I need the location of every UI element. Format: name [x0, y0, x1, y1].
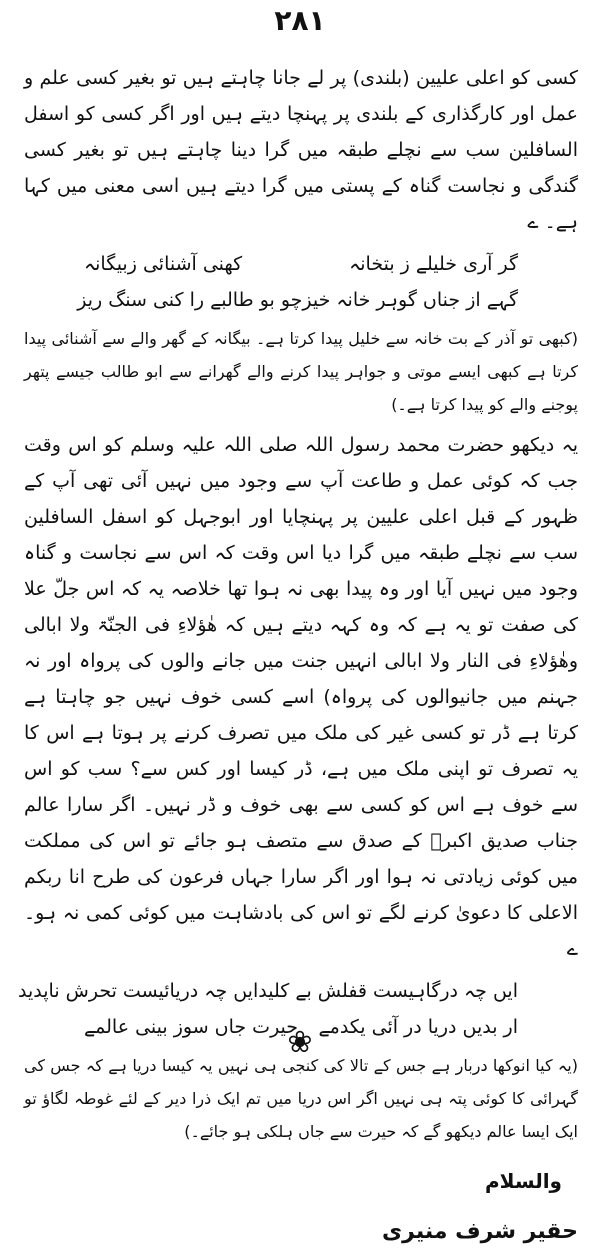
verse-hemistich-right: گر آری خلیلے ز بتخانہ: [349, 253, 518, 275]
verse-hemistich-right: ار بدیں دریا در آئی یکدمے: [318, 1016, 518, 1038]
paragraph-main: یہ دیکھو حضرت محمد رسول اللہ صلی اللہ علیہ وسلم کو اس وقت جب کہ کوئی عمل و طاعت آپ سے وجود میں نہیں آئی تھی آپ کے ظہور کے قبل اعلی علیین پر پہنچایا اور ابوجہل کو اسفل السافلین سب سے نچلے طبقہ میں گرا دیا اس وقت کہ اس سے نجاست و گناہ وجود میں نہیں آیا اور وہ پیدا بھی نہ ہوا تھا خلاصہ یہ کہ اس جلّ علا کی صفت تو یہ ہے کہ وہ کہہ دیتے ہیں کہ ھٰؤلاءِ فی الجنّۃ ولا ابالی وھٰؤلاءِ فی النار ولا ابالی انہیں جنت میں جانے والوں کی پرواہ اور نہ جہنم میں جانیوالوں کی پرواہ) اسے کسی خوف نہیں جو چاہتا ہے کرتا ہے ڈر تو کسی غیر کی ملک میں تصرف کرنے پر ہوتا ہے اس کا یہ تصرف تو اپنی ملک میں ہے، ڈر کیسا اور کس سے؟ سب کو اس سے خوف ہے اس کو کسی سے بھی خوف و ڈر نہیں۔ اگر سارا عالم جناب صدیق اکبرؓ کے صدق سے متصف ہو جائے تو اس کی مملکت میں کوئی زیادتی نہ ہوا اور اگر سارا جہاں فرعون کی طرح انا ربکم الاعلی کا دعویٰ کرنے لگے تو اس کی بادشاہت میں کوئی کمی نہ ہو۔ ے: [24, 434, 578, 960]
verse-translation-1: (کبھی تو آذر کے بت خانہ سے خلیل پیدا کرتا ہے۔ بیگانہ کے گھر والے سے آشنائی پیدا کرتا ہے کبھی ایسے موتی و جواہر پیدا کرنے والے گھرانے سے ابو طالب جیسے پتھر پوجنے والے کو پیدا کرتا ہے۔): [24, 329, 578, 414]
page-body: [18, 60, 578, 1252]
verse-hemistich-left: کھنی آشنائی زبیگانہ: [84, 253, 243, 275]
paragraph-intro: کسی کو اعلی علیین (بلندی) پر لے جانا چاہتے ہیں تو بغیر کسی علم و عمل اور کارگذاری کے بلندی پر پہنچا دیتے ہیں اور اگر کسی کو اسفل السافلین سب سے نچلے طبقہ میں گرا دینا چاہتے ہیں تو بغیر کسی گندگی و نجاست گناہ کے پستی میں گرا دیتے ہیں اسی معنی میں کہا ہے۔ ے: [24, 67, 578, 233]
verse-hemistich-left: حیرت جاں سوز بینی عالمے: [84, 1016, 299, 1038]
page-number: ۲۸۱: [274, 4, 326, 37]
author-signature: حقیر شرف منیری: [382, 1219, 578, 1244]
verse-hemistich-right: گہے از جناں گوہر خانہ خیز: [302, 289, 518, 311]
verse-line: [84, 246, 518, 282]
verse-hemistich-right: ایں چہ درگاہیست قفلش بے کلید: [258, 980, 518, 1002]
verse-hemistich-left: ایں چہ دریائیست تحرش ناپدید: [18, 980, 259, 1002]
closing-salutation: والسلام: [485, 1169, 562, 1193]
verse-block-1: [24, 246, 578, 318]
verse-line: [77, 282, 518, 318]
verse-line: [18, 973, 518, 1009]
flower-ornament-icon: ❀: [287, 1025, 313, 1060]
verse-hemistich-left: چو بو طالبے را کنی سنگ ریز: [77, 289, 303, 311]
verse-translation-2: (یہ کیا انوکھا دربار ہے جس کے تالا کی کنجی ہی نہیں یہ کیسا دریا ہے کہ جس کی گہرائی کا کوئی پتہ ہی نہیں اگر اس دریا میں تم ایک ذرا دیر کے لئے غوطہ لگاؤ تو ایک ایسا عالم دیکھو گے کہ حیرت سے جاں ہلکی ہو جائے۔): [24, 1056, 578, 1141]
